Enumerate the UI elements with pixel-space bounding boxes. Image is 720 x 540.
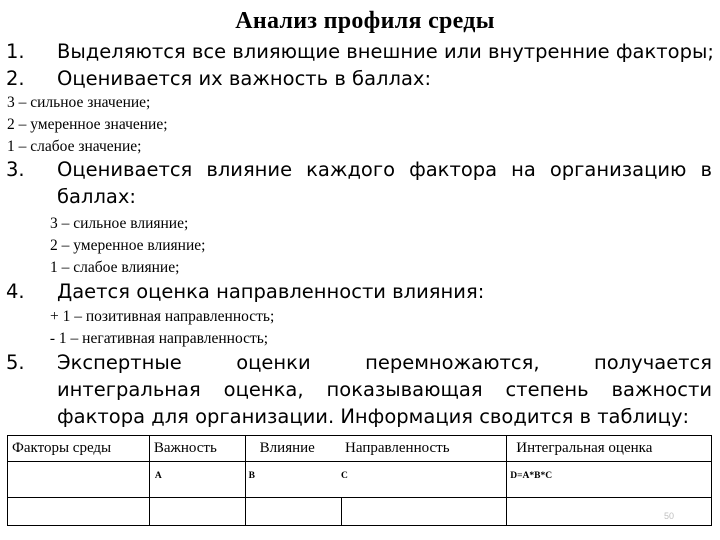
- table-header-cell: Важность: [149, 436, 245, 462]
- page-title: Анализ профиля среды: [235, 8, 495, 34]
- data-table: [7, 435, 712, 526]
- scale-line: 1 – слабое влияние;: [50, 259, 180, 276]
- table-cell: [8, 498, 150, 526]
- list-item: [6, 65, 712, 92]
- scale-line: 3 – сильное влияние;: [50, 215, 189, 232]
- table-header-cell: Направленность: [341, 436, 507, 462]
- page-number: 50: [664, 511, 675, 521]
- table-row: [8, 462, 712, 498]
- item-number: 5.: [6, 351, 25, 374]
- table-cell: B: [245, 462, 341, 498]
- scale-line: 3 – сильное значение;: [7, 94, 151, 111]
- table-cell: D=A*B*C: [507, 462, 712, 498]
- scale-line: + 1 – позитивная направленность;: [50, 308, 275, 325]
- item-text: Дается оценка направленности влияния:: [57, 280, 485, 303]
- list-item: [6, 349, 712, 430]
- list-item: [6, 278, 712, 305]
- scale-line: 1 – слабое значение;: [7, 138, 142, 155]
- table-cell: [8, 462, 150, 498]
- table-header-cell: Влияние: [245, 436, 341, 462]
- table-cell: C: [341, 462, 507, 498]
- scale-line: - 1 – негативная направленность;: [46, 330, 269, 347]
- table-cell: A: [149, 462, 245, 498]
- item-text: Оценивается влияние каждого фактора на организацию в баллах:: [57, 158, 712, 208]
- item-number: 3.: [6, 158, 25, 181]
- table-cell: [507, 498, 712, 526]
- item-text: Экспертные оценки перемножаются, получается интегральная оценка, показывающая степень важности фактора для организации. Информация сводится в таблицу:: [57, 351, 712, 428]
- list-item: [6, 156, 712, 210]
- table-cell: [341, 498, 507, 526]
- item-number: 2.: [6, 67, 25, 90]
- item-number: 4.: [6, 280, 25, 303]
- table-cell: [149, 498, 245, 526]
- table-cell: [245, 498, 341, 526]
- table-header-row: [8, 436, 712, 462]
- item-text: Выделяются все влияющие внешние или внутренние факторы;: [57, 40, 714, 63]
- scale-line: 2 – умеренное значение;: [7, 116, 168, 133]
- table-row: [8, 498, 712, 526]
- list-item: [6, 38, 712, 65]
- table-header-cell: Факторы среды: [8, 436, 150, 462]
- scale-line: 2 – умеренное влияние;: [50, 237, 206, 254]
- table-header-cell: Интегральная оценка: [507, 436, 712, 462]
- item-number: 1.: [6, 40, 25, 63]
- item-text: Оценивается их важность в баллах:: [57, 67, 432, 90]
